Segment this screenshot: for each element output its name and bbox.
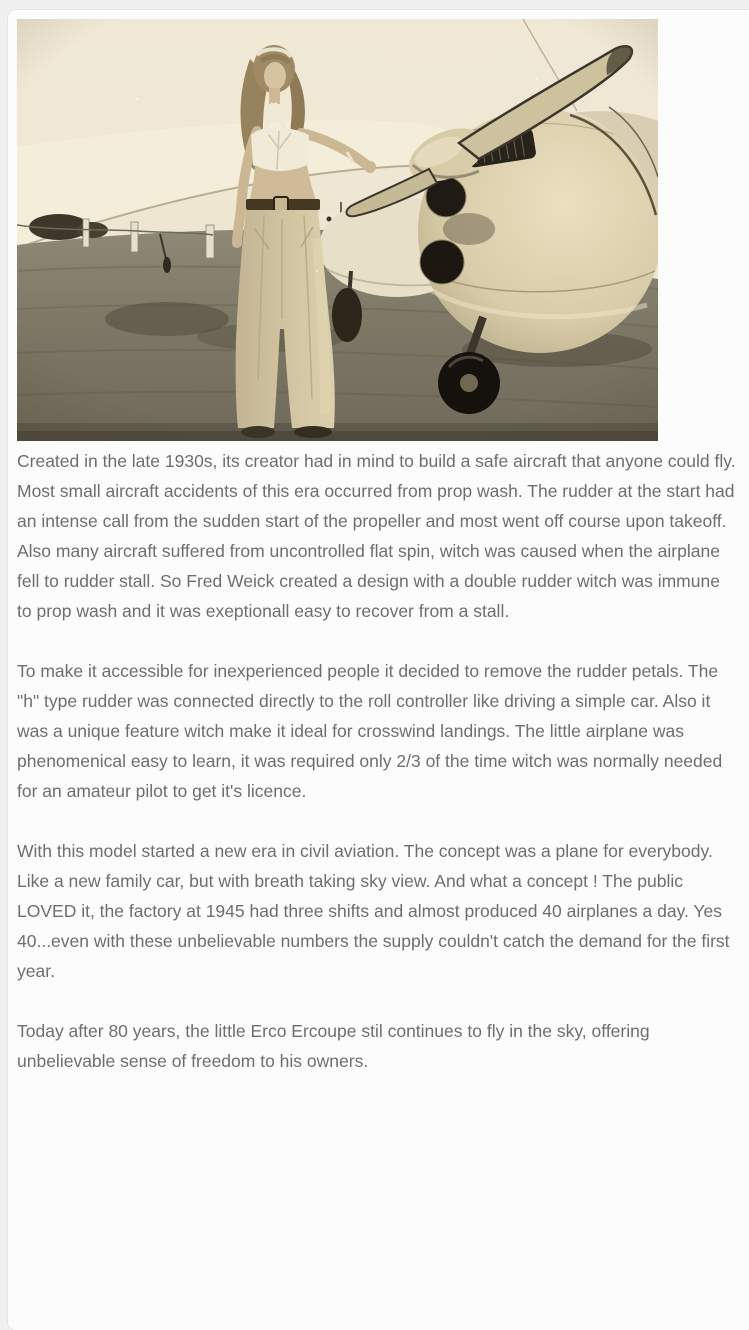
article-paragraph-1: Created in the late 1930s, its creator had in mind to build a safe aircraft that anyone could fly. Most small aircraft accidents of this era occurred from prop wash. The rudder at the start had an intense call from the sudden start of the propeller and most went off course upon takeoff. Also many aircraft suffered from uncontrolled flat spin, witch was caused when the airplane fell to rudder stall. So Fred Weick created a design with a double rudder witch was immune to prop wash and it was exeptionall easy to recover from a stall. xyxy=(17,451,736,621)
article-paragraph-4: Today after 80 years, the little Erco Ercoupe stil continues to fly in the sky, offering unbelievable sense of freedom to his owners. xyxy=(17,1021,650,1071)
content-card xyxy=(8,10,749,1330)
article-body xyxy=(17,446,737,1076)
ercoupe-photo-illustration xyxy=(17,19,658,441)
article-photo xyxy=(17,19,658,441)
article-paragraph-2: To make it accessible for inexperienced people it decided to remove the rudder petals. The "h" type rudder was connected directly to the roll controller like driving a simple car. Also it was a unique feature witch make it ideal for crosswind landings. The little airplane was phenomenical easy to learn, it was required only 2/3 of the time witch was normally needed for an amateur pilot to get it's licence. xyxy=(17,661,723,801)
article-paragraph-3: With this model started a new era in civil aviation. The concept was a plane for everybody. Like a new family car, but with breath taking sky view. And what a concept ! The public LOVED it, the factory at 1945 had three shifts and almost produced 40 airplanes a day. Yes 40...even with these unbelievable numbers the supply couldn't catch the demand for the first year. xyxy=(17,841,730,981)
